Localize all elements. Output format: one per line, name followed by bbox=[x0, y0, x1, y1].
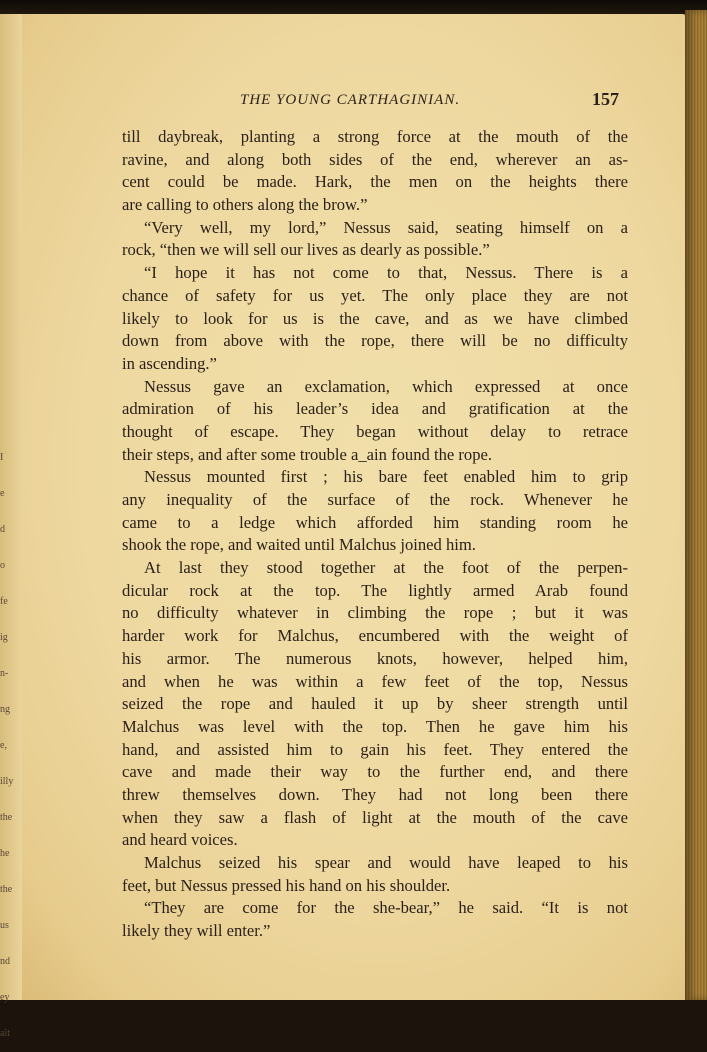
text-line: Nessus mounted first ; his bare feet enabled him to grip bbox=[144, 467, 628, 487]
margin-fragment: the bbox=[0, 812, 13, 823]
text-line: any inequality of the surface of the rock. Whenever he bbox=[122, 490, 628, 509]
text-line: likely they will enter.” bbox=[122, 921, 271, 941]
page-header bbox=[0, 89, 688, 116]
book-fore-edge bbox=[685, 10, 707, 1000]
text-line: Malchus seized his spear and would have leaped to his bbox=[144, 853, 628, 872]
text-line: At last they stood together at the foot of the perpen- bbox=[144, 558, 628, 578]
text-line: Malchus was level with the top. Then he gave him his bbox=[122, 716, 628, 736]
margin-fragment: ig bbox=[0, 632, 8, 643]
text-line: are calling to others along the brow.” bbox=[122, 195, 368, 215]
text-line: down from above with the rope, there will be no difficulty bbox=[122, 331, 628, 351]
text-line: when they saw a flash of light at the mouth of the cave bbox=[122, 807, 628, 827]
margin-fragment: n- bbox=[0, 668, 9, 679]
text-line: came to a ledge which afforded him standing room he bbox=[122, 512, 628, 532]
margin-fragment: o bbox=[0, 560, 5, 571]
text-line: thought of escape. They began without delay to retrace bbox=[122, 421, 628, 441]
text-line: their steps, and after some trouble a_ain found the rope. bbox=[122, 444, 493, 464]
text-line: hand, and assisted him to gain his feet. They entered the bbox=[122, 739, 628, 759]
text-line: cent could be made. Hark, the men on the heights there bbox=[122, 172, 628, 192]
margin-fragment: us bbox=[0, 920, 9, 931]
text-line: in ascending.” bbox=[122, 353, 217, 373]
margin-fragment: illy bbox=[0, 776, 14, 787]
text-line: shook the rope, and waited until Malchus joined him. bbox=[122, 535, 476, 555]
text-line: likely to look for us is the cave, and as we have climbed bbox=[122, 308, 628, 328]
text-line: and when he was within a few feet of the top, Nessus bbox=[122, 671, 628, 691]
text-line: threw themselves down. They had not long been there bbox=[122, 784, 628, 804]
margin-fragment: e, bbox=[0, 740, 7, 751]
text-line: “Very well, my lord,” Nessus said, seating himself on a bbox=[144, 217, 628, 237]
text-line: harder work for Malchus, encumbered with the weight of bbox=[122, 626, 628, 646]
margin-fragment: e bbox=[0, 488, 5, 499]
text-line: cave and made their way to the further end, and there bbox=[122, 762, 628, 782]
text-line: dicular rock at the top. The lightly armed Arab found bbox=[122, 580, 628, 600]
margin-fragment: the bbox=[0, 884, 13, 895]
margin-fragment: I bbox=[0, 452, 4, 463]
text-line: “I hope it has not come to that, Nessus. There is a bbox=[144, 263, 628, 283]
text-line: ravine, and along both sides of the end, wherever an as- bbox=[122, 149, 628, 169]
margin-fragment: ait bbox=[0, 1028, 10, 1039]
text-line: admiration of his leader’s idea and gratification at the bbox=[122, 399, 628, 419]
body-text bbox=[122, 126, 628, 943]
text-line: rock, “then we will sell our lives as dearly as possible.” bbox=[122, 240, 490, 260]
text-line: “They are come for the she-bear,” he said. “It is not bbox=[144, 898, 628, 918]
margin-fragment: ng bbox=[0, 704, 10, 715]
margin-fragment: d bbox=[0, 524, 5, 535]
text-line: chance of safety for us yet. The only place they are not bbox=[122, 285, 628, 305]
running-title: THE YOUNG CARTHAGINIAN. bbox=[240, 92, 461, 108]
text-line: no difficulty whatever in climbing the rope ; but it was bbox=[122, 603, 628, 623]
page-number: 157 bbox=[592, 89, 619, 109]
margin-fragment: he bbox=[0, 848, 10, 859]
margin-fragment: ey bbox=[0, 992, 10, 1003]
text-line: feet, but Nessus pressed his hand on his shoulder. bbox=[122, 875, 451, 895]
text-line: his armor. The numerous knots, however, helped him, bbox=[122, 648, 628, 668]
margin-fragment: nd bbox=[0, 956, 10, 967]
text-line: till daybreak, planting a strong force at the mouth of the bbox=[122, 127, 628, 146]
text-line: and heard voices. bbox=[122, 830, 238, 850]
text-line: seized the rope and hauled it up by sheer strength until bbox=[122, 694, 628, 714]
facing-page-fragments bbox=[0, 440, 14, 1039]
margin-fragment: fe bbox=[0, 596, 8, 607]
text-line: Nessus gave an exclamation, which expressed at once bbox=[144, 376, 628, 396]
